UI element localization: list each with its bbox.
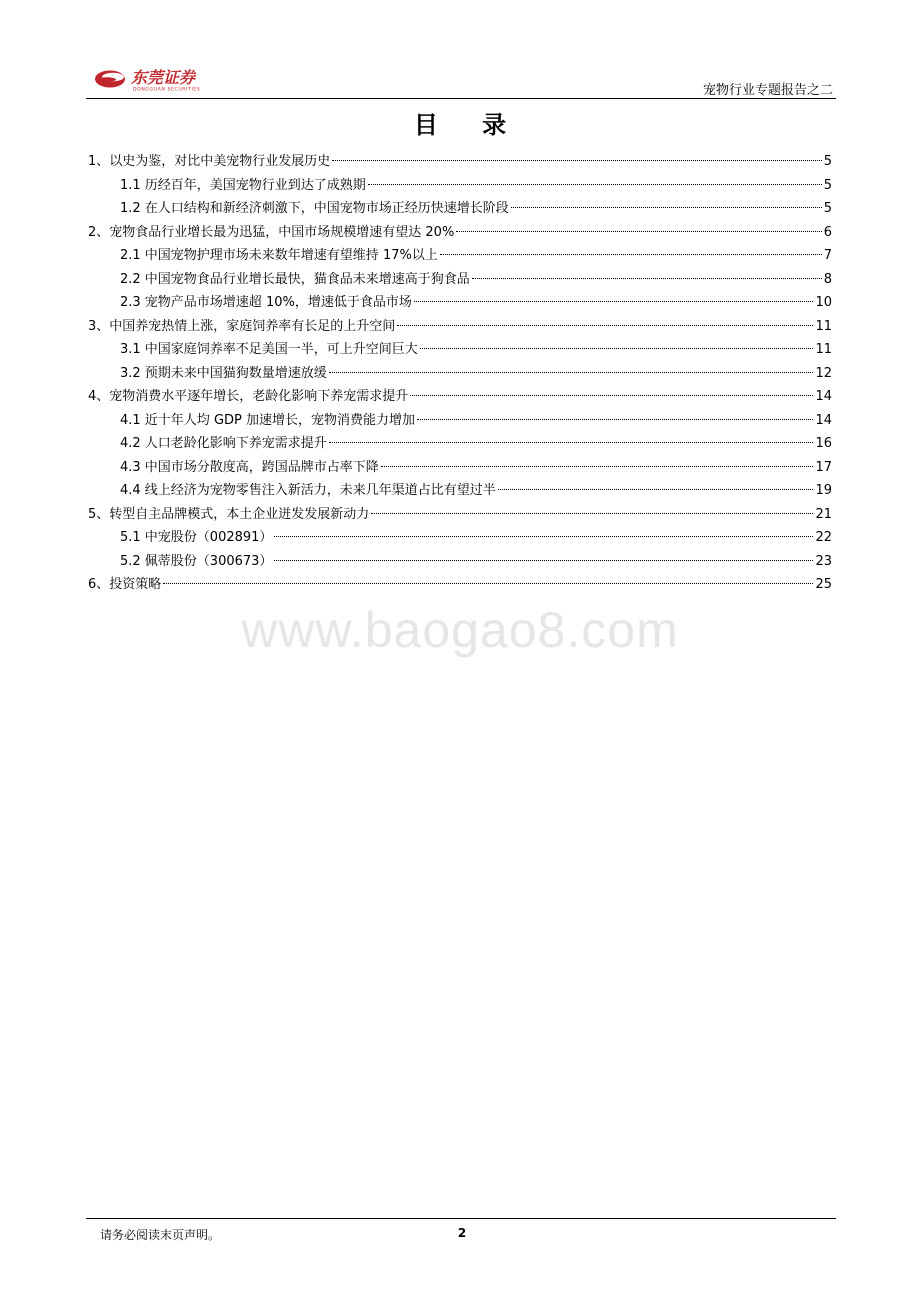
toc-entry-page: 14 [815,412,832,428]
toc-entry[interactable] [88,338,832,362]
toc-entry-title: 1、以史为鉴，对比中美宠物行业发展历史 [88,154,331,169]
toc-dot-leader [329,372,814,373]
footer-divider [86,1218,836,1219]
toc-entry-title: 5.2 佩蒂股份（300673） [120,553,273,569]
toc-entry[interactable] [88,197,832,221]
toc-entry-title: 1.1 历经百年，美国宠物行业到达了成熟期 [120,177,366,193]
report-series-title: 宠物行业专题报告之二 [702,83,833,98]
toc-dot-leader [397,325,813,326]
toc-title: 目 录 [413,111,525,139]
toc-dot-leader [410,395,813,396]
toc-dot-leader [274,536,813,537]
toc-dot-leader [332,160,821,161]
toc-entry[interactable] [88,409,832,433]
toc-dot-leader [420,348,814,349]
toc-entry[interactable] [88,174,832,198]
toc-entry[interactable] [88,362,832,386]
toc-entry-page: 23 [815,553,832,569]
toc-entry-page: 21 [815,506,832,522]
toc-dot-leader [440,254,822,255]
toc-dot-leader [274,560,813,561]
toc-entry-page: 14 [815,389,832,404]
toc-entry[interactable] [88,456,832,480]
toc-entry-page: 5 [823,177,832,193]
toc-entry[interactable] [88,244,832,268]
toc-entry[interactable] [88,432,832,456]
toc-entry[interactable] [88,573,832,597]
disclaimer-note: 请务必阅读末页声明。 [100,1228,221,1242]
watermark: www.baogao8.com [241,602,679,658]
toc-dot-leader [511,207,822,208]
toc-entry-page: 25 [815,577,832,592]
toc-dot-leader [371,513,813,514]
toc-entry-page: 5 [823,201,832,216]
toc-entry-title: 6、投资策略 [88,577,162,592]
toc-entry-title: 5、转型自主品牌模式，本土企业迸发发展新动力 [88,506,370,522]
toc-dot-leader [498,489,814,490]
toc-dot-leader [329,442,814,443]
toc-entry-page: 22 [815,530,832,545]
toc-entry-title: 3.2 预期未来中国猫狗数量增速放缓 [120,365,327,381]
toc-dot-leader [163,583,813,584]
toc-entry-page: 11 [815,342,832,357]
page-number: 2 [457,1226,467,1240]
table-of-contents [88,150,832,597]
toc-entry-page: 10 [815,295,832,310]
toc-entry-title: 4.1 近十年人均 GDP 加速增长，宠物消费能力增加 [120,412,415,428]
toc-entry-title: 3、中国养宠热情上涨，家庭饲养率有长足的上升空间 [88,318,396,334]
toc-entry-title: 4.4 线上经济为宠物零售注入新活力，未来几年渠道占比有望过半 [120,483,496,498]
toc-entry-title: 2.3 宠物产品市场增速超 10%，增速低于食品市场 [120,295,412,310]
toc-entry[interactable] [88,150,832,174]
toc-entry-title: 5.1 中宠股份（002891） [120,530,273,545]
toc-dot-leader [472,278,822,279]
toc-dot-leader [368,184,822,185]
toc-entry-page: 5 [823,154,832,169]
toc-dot-leader [414,301,814,302]
toc-entry-title: 4.3 中国市场分散度高，跨国品牌市占率下降 [120,459,379,475]
toc-entry[interactable] [88,291,832,315]
toc-entry[interactable] [88,268,832,292]
toc-dot-leader [417,419,813,420]
toc-entry-page: 6 [823,224,832,240]
toc-entry-title: 4.2 人口老龄化影响下养宠需求提升 [120,436,327,451]
toc-entry-title: 2、宠物食品行业增长最为迅猛，中国市场规模增速有望达 20% [88,224,455,240]
toc-entry[interactable] [88,221,832,245]
toc-entry-page: 11 [815,318,832,334]
logo-name-cn: 东莞证券 [131,68,196,87]
toc-entry-title: 4、宠物消费水平逐年增长，老龄化影响下养宠需求提升 [88,389,409,404]
toc-entry[interactable] [88,526,832,550]
toc-entry-page: 7 [823,248,832,263]
toc-entry-page: 12 [815,365,832,381]
logo-name-en: DONGGUAN SECURITIES [133,87,201,92]
toc-entry-page: 19 [815,483,832,498]
dongguan-securities-logo [93,68,243,92]
toc-dot-leader [381,466,814,467]
toc-entry[interactable] [88,315,832,339]
toc-entry-title: 1.2 在人口结构和新经济刺激下，中国宠物市场正经历快速增长阶段 [120,201,509,216]
toc-entry[interactable] [88,550,832,574]
toc-entry-page: 8 [823,271,832,287]
toc-dot-leader [456,231,821,232]
toc-entry-title: 2.1 中国宠物护理市场未来数年增速有望维持 17%以上 [120,248,438,263]
toc-entry[interactable] [88,503,832,527]
toc-entry-page: 16 [815,436,832,451]
toc-entry[interactable] [88,385,832,409]
header-divider [86,98,836,99]
toc-entry-title: 3.1 中国家庭饲养率不足美国一半，可上升空间巨大 [120,342,418,357]
toc-entry-page: 17 [815,459,832,475]
toc-entry-title: 2.2 中国宠物食品行业增长最快，猫食品未来增速高于狗食品 [120,271,470,287]
toc-entry[interactable] [88,479,832,503]
